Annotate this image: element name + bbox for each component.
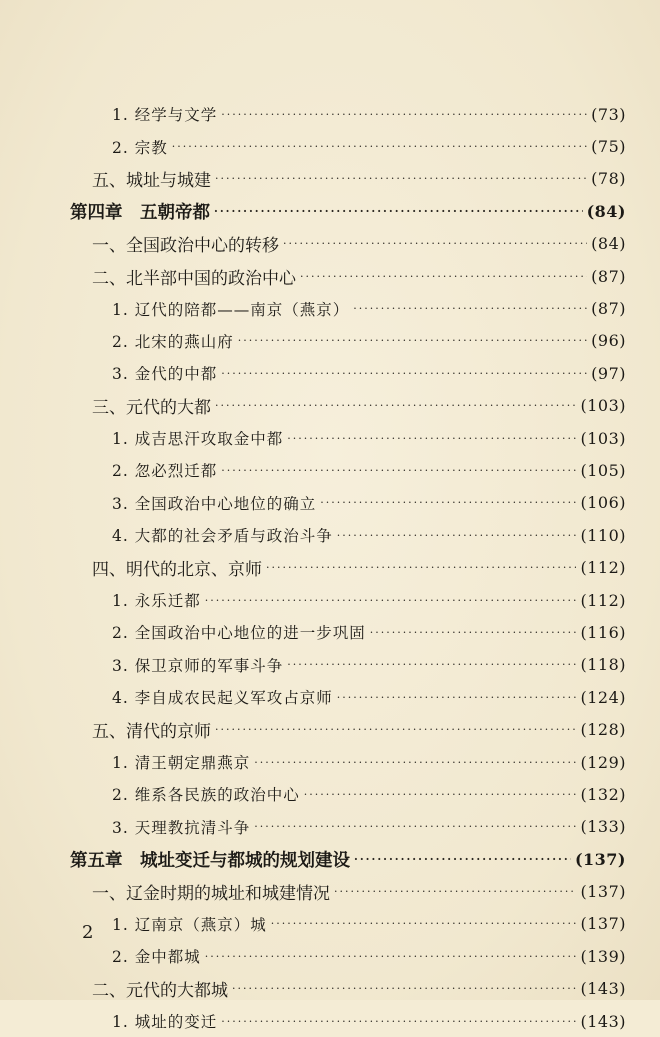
toc-entry-title: 一、辽金时期的城址和城建情况 [92, 884, 330, 905]
toc-subsection-entry [70, 811, 626, 843]
toc-entry-title: 2. 北宋的燕山府 [112, 332, 234, 351]
toc-entry-title: 3. 全国政治中心地位的确立 [112, 494, 317, 513]
toc-section-entry [70, 713, 626, 745]
toc-entry-title: 三、元代的大都 [92, 398, 211, 419]
page-number: 2 [82, 922, 94, 943]
dot-leader [266, 562, 576, 573]
toc-entry-title: 3. 保卫京师的军事斗争 [112, 656, 284, 675]
toc-subsection-entry [70, 940, 626, 972]
toc-entry-page: (96) [591, 331, 626, 351]
dot-leader [215, 173, 587, 184]
dot-leader [215, 724, 576, 735]
toc-entry-title: 二、元代的大都城 [92, 981, 228, 1002]
toc-entry-page: (105) [580, 460, 626, 480]
toc-subsection-entry [70, 616, 626, 648]
toc-subsection-entry [70, 130, 626, 162]
toc-entry-title: 1. 辽代的陪都——南京（燕京） [112, 300, 350, 319]
toc-entry-title: 五、清代的京师 [92, 722, 211, 743]
toc-subsection-entry [70, 325, 626, 357]
toc-chapter-entry [70, 843, 626, 875]
toc-entry-page: (106) [580, 493, 626, 513]
dot-leader [232, 983, 576, 994]
toc-subsection-entry [70, 908, 626, 940]
dot-leader [353, 303, 587, 314]
toc-entry-page: (139) [580, 946, 626, 966]
dot-leader [337, 692, 577, 703]
toc-subsection-entry [70, 519, 626, 551]
toc-subsection-entry [70, 649, 626, 681]
toc-entry-page: (73) [591, 104, 626, 124]
dot-leader [283, 238, 587, 249]
toc-entry-title: 五、城址与城建 [92, 171, 211, 192]
toc-entry-page: (87) [591, 299, 626, 319]
toc-entry-title: 3. 金代的中都 [112, 365, 218, 384]
toc-entry-page: (84) [586, 201, 626, 221]
toc-entry-page: (137) [580, 914, 626, 934]
table-of-contents [70, 98, 626, 1037]
toc-entry-page: (87) [591, 266, 626, 286]
toc-entry-title: 四、明代的北京、京师 [92, 560, 262, 581]
toc-entry-title: 4. 李自成农民起义军攻占京师 [112, 689, 333, 708]
dot-leader [238, 335, 587, 346]
dot-leader [172, 141, 587, 152]
toc-entry-page: (128) [580, 720, 626, 740]
dot-leader [370, 627, 577, 638]
toc-entry-page: (110) [580, 525, 626, 545]
toc-entry-title: 2. 宗教 [112, 138, 168, 157]
dot-leader [334, 886, 576, 897]
toc-entry-page: (129) [580, 752, 626, 772]
toc-entry-page: (124) [580, 687, 626, 707]
toc-entry-title: 3. 天理教抗清斗争 [112, 818, 251, 837]
toc-entry-title: 2. 全国政治中心地位的进一步巩固 [112, 624, 366, 643]
toc-entry-title: 2. 金中都城 [112, 948, 201, 967]
toc-entry-title: 1. 清王朝定鼎燕京 [112, 754, 251, 772]
toc-section-entry [70, 390, 626, 422]
dot-leader [271, 918, 577, 929]
toc-subsection-entry [70, 778, 626, 810]
toc-subsection-entry [70, 746, 626, 778]
toc-entry-title: 1. 成吉思汗攻取金中都 [112, 430, 284, 449]
toc-entry-title: 2. 忽必烈迁都 [112, 462, 218, 481]
toc-entry-page: (143) [580, 979, 626, 999]
toc-entry-page: (84) [591, 234, 626, 254]
dot-leader [221, 465, 576, 476]
dot-leader [254, 757, 576, 768]
toc-entry-title: 1. 经学与文学 [112, 106, 218, 125]
toc-section-entry [70, 260, 626, 292]
dot-leader [354, 854, 571, 865]
dot-leader [221, 109, 587, 120]
dot-leader [221, 1016, 576, 1027]
toc-entry-page: (133) [580, 817, 626, 837]
dot-leader [300, 271, 587, 282]
toc-entry-title: 2. 维系各民族的政治中心 [112, 786, 300, 805]
toc-section-entry [70, 228, 626, 260]
toc-entry-title: 1. 城址的变迁 [112, 1013, 218, 1032]
toc-subsection-entry [70, 357, 626, 389]
toc-entry-title: 一、全国政治中心的转移 [92, 236, 279, 257]
toc-entry-page: (137) [580, 882, 626, 902]
dot-leader [215, 400, 576, 411]
toc-entry-page: (75) [591, 137, 626, 157]
toc-subsection-entry [70, 681, 626, 713]
dot-leader [205, 595, 577, 606]
toc-entry-title: 第五章 城址变迁与都城的规划建设 [70, 850, 350, 871]
toc-section-entry [70, 163, 626, 195]
dot-leader [205, 951, 577, 962]
toc-entry-page: (112) [580, 590, 626, 610]
toc-entry-page: (137) [574, 849, 626, 869]
toc-chapter-entry [70, 195, 626, 227]
toc-entry-page: (103) [580, 428, 626, 448]
toc-subsection-entry [70, 422, 626, 454]
toc-subsection-entry [70, 584, 626, 616]
dot-leader [287, 659, 576, 670]
toc-subsection-entry [70, 98, 626, 130]
toc-subsection-entry [70, 454, 626, 486]
toc-entry-title: 1. 辽南京（燕京）城 [112, 915, 267, 934]
dot-leader [221, 368, 587, 379]
toc-entry-page: (143) [580, 1011, 626, 1031]
dot-leader [320, 497, 576, 508]
toc-subsection-entry [70, 487, 626, 519]
dot-leader [287, 433, 576, 444]
toc-entry-page: (112) [580, 558, 626, 578]
toc-section-entry [70, 551, 626, 583]
dot-leader [304, 789, 577, 800]
toc-entry-page: (132) [580, 784, 626, 804]
toc-entry-page: (78) [591, 169, 626, 189]
toc-entry-title: 1. 永乐迁都 [112, 592, 201, 611]
toc-entry-page: (97) [591, 363, 626, 383]
toc-entry-page: (118) [580, 655, 626, 675]
toc-entry-page: (103) [580, 396, 626, 416]
toc-subsection-entry [70, 1005, 626, 1037]
toc-section-entry [70, 973, 626, 1005]
toc-entry-page: (116) [580, 622, 626, 642]
toc-entry-title: 二、北半部中国的政治中心 [92, 268, 296, 289]
toc-entry-title: 第四章 五朝帝都 [70, 202, 210, 223]
toc-subsection-entry [70, 292, 626, 324]
dot-leader [214, 206, 583, 217]
toc-section-entry [70, 875, 626, 907]
toc-entry-title: 4. 大都的社会矛盾与政治斗争 [112, 527, 333, 546]
dot-leader [337, 530, 577, 541]
dot-leader [254, 821, 576, 832]
